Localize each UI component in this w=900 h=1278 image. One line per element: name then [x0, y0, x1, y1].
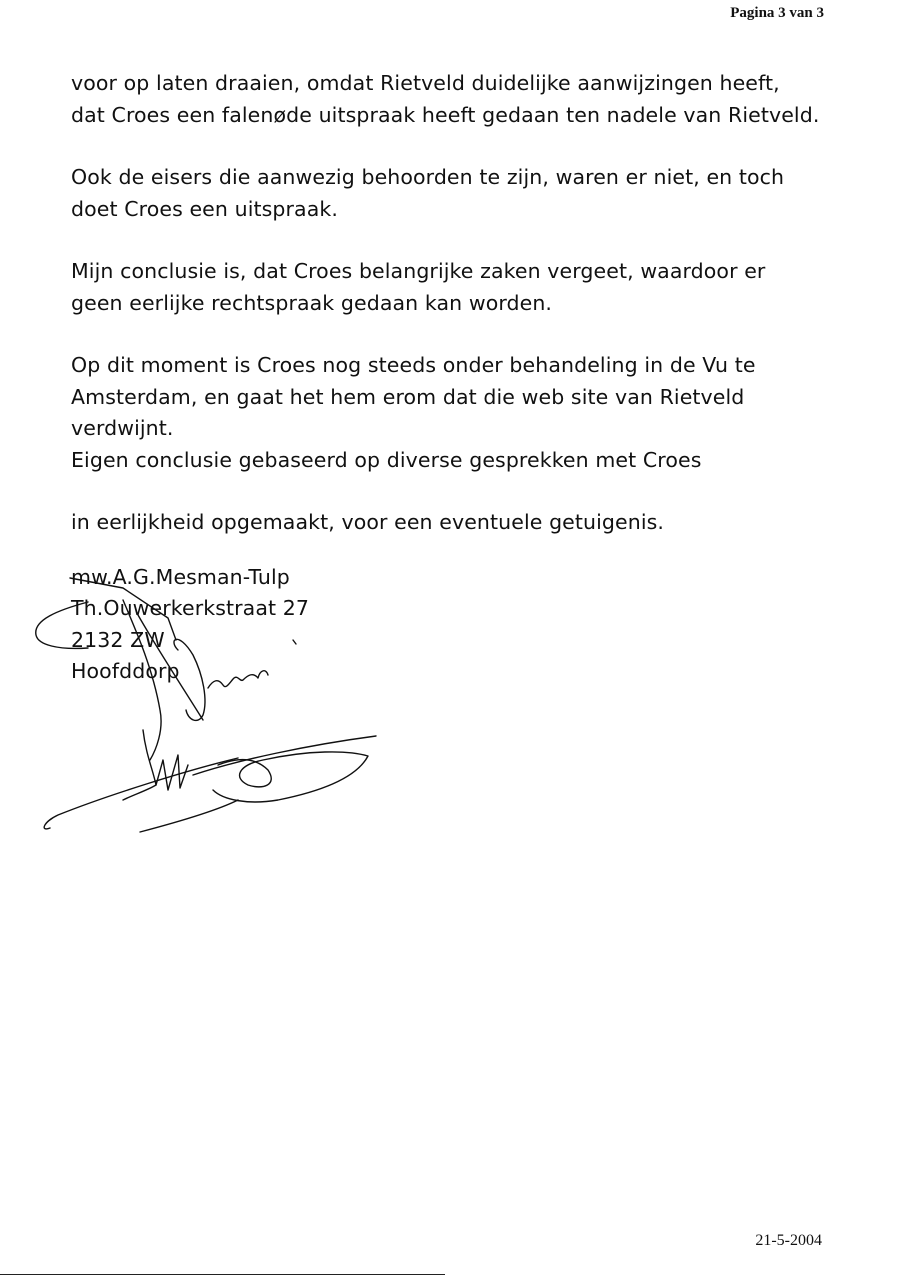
text-line: voor op laten draaien, omdat Rietveld duidelijke aanwijzingen heeft,	[71, 71, 780, 95]
sender-name: mw.A.G.Mesman-Tulp	[71, 564, 290, 589]
page-indicator: Pagina 3 van 3	[730, 5, 824, 21]
text-line: verdwijnt.	[71, 416, 174, 440]
page-date: 21-5-2004	[755, 1232, 822, 1249]
sender-postcode: 2132 ZW	[71, 627, 165, 652]
sender-city: Hoofddorp	[71, 659, 180, 683]
text-line: Op dit moment is Croes nog steeds onder behandeling in de Vu te	[71, 353, 756, 377]
text-line: dat Croes een falenøde uitspraak heeft gedaan ten nadele van Rietveld.	[71, 102, 820, 127]
text-line: doet Croes een uitspraak.	[71, 196, 338, 221]
paragraph	[71, 68, 851, 131]
bottom-divider	[0, 1274, 445, 1275]
sender-address	[71, 562, 851, 688]
text-line: Eigen conclusie gebaseerd op diverse gesprekken met Croes	[71, 447, 702, 472]
text-line: Amsterdam, en gaat het hem erom dat die web site van Rietveld	[71, 384, 745, 409]
paragraph	[71, 162, 851, 225]
text-line: Mijn conclusie is, dat Croes belangrijke zaken vergeet, waardoor er	[71, 259, 766, 283]
sender-street: Th.Ouwerkerkstraat 27	[71, 596, 310, 620]
text-line: in eerlijkheid opgemaakt, voor een eventuele getuigenis.	[71, 510, 665, 534]
text-line: Ook de eisers die aanwezig behoorden te zijn, waren er niet, en toch	[71, 165, 785, 189]
text-line: geen eerlijke rechtspraak gedaan kan worden.	[71, 290, 553, 315]
paragraph	[71, 507, 851, 539]
paragraph	[71, 350, 851, 476]
letter-body	[71, 68, 851, 688]
paragraph	[71, 256, 851, 319]
